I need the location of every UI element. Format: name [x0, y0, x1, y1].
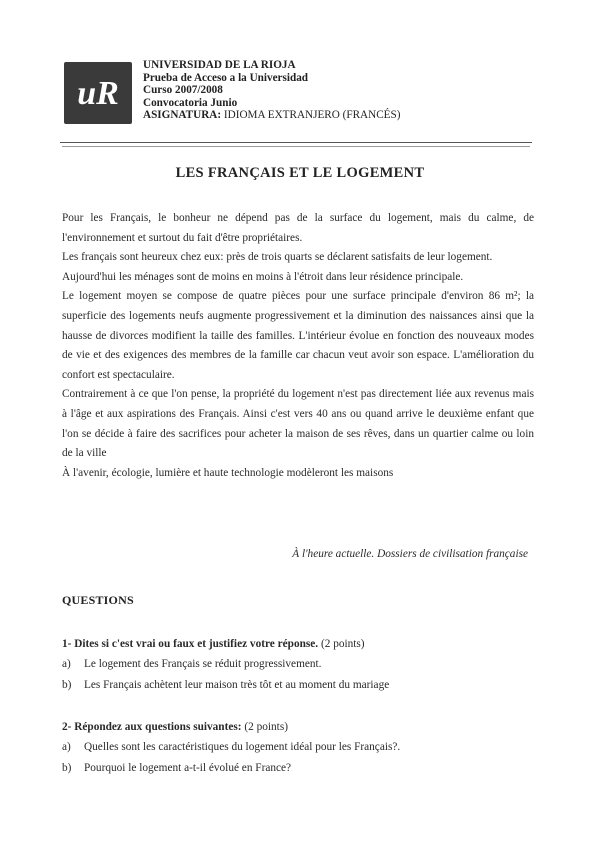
question-2-title — [62, 717, 534, 737]
question-item — [62, 675, 534, 696]
question-1-text: 1- Dites si c'est vrai ou faux et justifiez votre réponse. — [62, 638, 319, 650]
subject-value: IDIOMA EXTRANJERO (FRANCÉS) — [223, 109, 401, 122]
question-item — [62, 654, 534, 675]
article-source: À l'heure actuelle. Dossiers de civilisation française — [292, 548, 528, 560]
exam-header — [143, 59, 400, 122]
question-1 — [62, 634, 534, 695]
paragraph: Les français sont heureux chez eux: près de trois quarts se déclarent satisfaits de leur logement. — [62, 251, 493, 264]
item-text: Quelles sont les caractéristiques du logement idéal pour les Français?. — [84, 741, 401, 753]
question-2-points: (2 points) — [244, 721, 288, 733]
subject-line — [143, 109, 400, 122]
header-divider — [60, 142, 532, 143]
university-name: UNIVERSIDAD DE LA RIOJA — [143, 59, 296, 71]
exam-name: Prueba de Acceso a la Universidad — [143, 71, 309, 84]
subject-label: ASIGNATURA: — [143, 109, 222, 122]
logo-text: uR — [77, 75, 119, 112]
article-body — [62, 209, 534, 483]
questions-heading: QUESTIONS — [62, 593, 134, 607]
header-divider-secondary — [62, 146, 530, 147]
document-title: LES FRANÇAIS ET LE LOGEMENT — [175, 165, 425, 181]
exam-session: Convocatoria Junio — [143, 96, 238, 109]
question-item — [62, 737, 534, 758]
item-label: b) — [62, 761, 72, 774]
item-label: a) — [62, 658, 71, 670]
question-1-title — [62, 634, 534, 654]
paragraph: Pour les Français, le bonheur ne dépend pas de la surface du logement, mais du calme, de l'environnement et surtout du fait d'être propriétaires. — [62, 212, 534, 244]
question-2 — [62, 717, 534, 778]
paragraph: Contrairement à ce que l'on pense, la propriété du logement n'est pas directement liée aux revenus mais à l'âge et aux aspirations des Français. Ainsi c'est vers 40 ans ou quand arrive le deuxième enfant que l'on se décide à faire des sacrifices pour acheter la maison de ses rêves, dans un quartier calme ou loin de la ville — [62, 388, 534, 460]
university-logo — [64, 62, 132, 124]
item-label: a) — [62, 741, 71, 753]
paragraph: Aujourd'hui les ménages sont de moins en moins à l'étroit dans leur résidence principale. — [62, 270, 464, 283]
question-item — [62, 758, 534, 779]
item-text: Le logement des Français se réduit progressivement. — [84, 658, 322, 670]
question-2-text: 2- Répondez aux questions suivantes: — [62, 721, 242, 733]
course-year: Curso 2007/2008 — [143, 84, 223, 97]
question-1-points: (2 points) — [320, 638, 365, 650]
item-label: b) — [62, 678, 72, 691]
item-text: Les Français achètent leur maison très tôt et au moment du mariage — [84, 678, 390, 691]
paragraph: À l'avenir, écologie, lumière et haute technologie modèleront les maisons — [62, 466, 394, 479]
paragraph: Le logement moyen se compose de quatre pièces pour une surface principale d'environ 86 m²; la superficie des logements neufs augmente progressivement et la diminution des naissances ainsi que la hausse de divorces modifient la taille des familles. L'intérieur évolue en fonction des nouveaux modes de vie et des exigences des membres de la famille car chacun veut avoir son espace. L'amélioration du confort est spectaculaire. — [62, 290, 534, 381]
item-text: Pourquoi le logement a-t-il évolué en France? — [84, 761, 292, 774]
